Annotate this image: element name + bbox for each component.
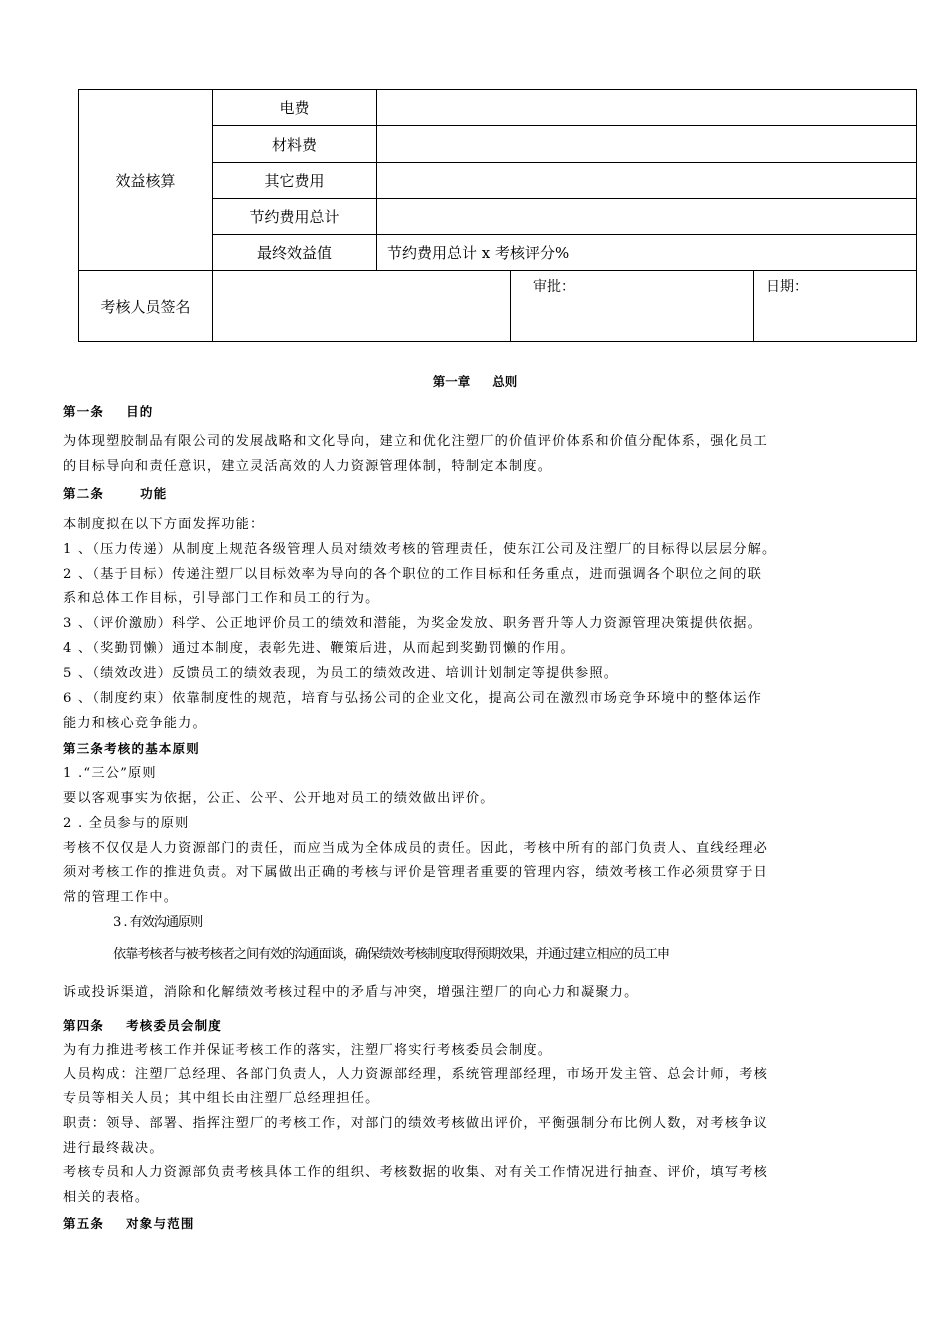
- row-label-text: 电费: [279, 99, 310, 117]
- paragraph-line: 的目标导向和责任意识，建立灵活高效的人力资源管理体制，特制定本制度。: [63, 459, 553, 474]
- chapter-title: [0, 372, 950, 390]
- row-label-final-benefit: [213, 235, 376, 270]
- list-item: 3 、（评价激励）科学、公正地评价员工的绩效和潜能，为奖金发放、职务晋升等人力资源管理决策提供依据。: [63, 616, 762, 631]
- paragraph-line: 本制度拟在以下方面发挥功能：: [63, 517, 265, 532]
- table-border-right: [916, 89, 917, 342]
- table-border-bottom: [78, 341, 917, 342]
- list-item: 6 、（制度约束）依靠制度性的规范，培育与弘扬公司的企业文化，提高公司在激烈市场竞争环境中的整体运作: [63, 691, 762, 706]
- row-value-electricity: [377, 90, 916, 125]
- row-label-materials: [213, 126, 376, 162]
- row-value-other: [377, 163, 916, 198]
- row-value-final-benefit: [377, 235, 916, 270]
- section-label-text: 效益核算: [115, 171, 176, 190]
- paragraph-line: 依靠考核者与被考核者之间有效的沟通面谈，确保绩效考核制度取得预期效果，并通过建立相应的员工申: [113, 947, 670, 962]
- list-item: 1 、（压力传递）从制度上规范各级管理人员对绩效考核的管理责任，使东江公司及注塑厂的目标得以层层分解。: [63, 542, 777, 557]
- row-label-text: 最终效益值: [256, 244, 332, 262]
- paragraph-line: 考核专员和人力资源部负责考核具体工作的组织、考核数据的收集、对有关工作情况进行抽查、评价，填写考核: [63, 1165, 768, 1180]
- paragraph-line: 进行最终裁决。: [63, 1141, 164, 1156]
- date-label: [754, 271, 916, 301]
- article-number: 第一条: [63, 404, 105, 419]
- article5-heading: [63, 1215, 885, 1233]
- row-value-text: 节约费用总计 x 考核评分%: [387, 244, 570, 262]
- paragraph-line: 能力和核心竞争能力。: [63, 716, 207, 731]
- article-number: 第二条: [63, 486, 105, 501]
- paragraph-line: 系和总体工作目标，引导部门工作和员工的行为。: [63, 591, 380, 606]
- signature-label: [79, 271, 212, 341]
- paragraph-line: 考核不仅仅是人力资源部门的责任，而应当成为全体成员的责任。因此，考核中所有的部门负责人、直线经理必: [63, 841, 768, 856]
- paragraph-line: 职责：领导、部署、指挥注塑厂的考核工作，对部门的绩效考核做出评价，平衡强制分布比例人数，对考核争议: [63, 1116, 768, 1131]
- row-label-text: 其它费用: [264, 172, 325, 190]
- article-number: 第四条: [63, 1018, 105, 1033]
- row-label-text: 材料费: [271, 135, 317, 154]
- article-title: 对象与范围: [126, 1216, 195, 1231]
- article4-heading: [63, 1017, 885, 1035]
- principle-title: 2 . 全员参与的原则: [63, 816, 190, 831]
- article2-heading: [63, 485, 885, 503]
- article1-heading: [63, 403, 885, 421]
- paragraph-line: 相关的表格。: [63, 1190, 150, 1205]
- section-label: [79, 90, 212, 270]
- row-label-text: 节约费用总计: [249, 208, 340, 226]
- article-title: 考核委员会制度: [126, 1018, 223, 1033]
- principle-title: 1 .“三公”原则: [63, 766, 157, 781]
- chapter-name: 总则: [492, 374, 518, 389]
- date-label-text: 日期：: [766, 279, 808, 295]
- paragraph-line: 人员构成：注塑厂总经理、各部门负责人，人力资源部经理，系统管理部经理，市场开发主管、总会计师，考核: [63, 1067, 768, 1082]
- list-item: 4 、（奖勤罚懒）通过本制度，表彰先进、鞭策后进，从而起到奖勤罚懒的作用。: [63, 641, 575, 656]
- paragraph-line: 常的管理工作中。: [63, 890, 179, 905]
- article-number: 第五条: [63, 1216, 105, 1231]
- row-label-electricity: [213, 90, 376, 125]
- principle-title: 3 . 有效沟通原则: [113, 915, 203, 930]
- paragraph-line: 须对考核工作的推进负责。对下属做出正确的考核与评价是管理者重要的管理内容，绩效考核工作必须贯穿于日: [63, 865, 768, 880]
- article-title: 功能: [140, 486, 168, 501]
- list-item: 2 、（基于目标）传递注塑厂以目标效率为导向的各个职位的工作目标和任务重点，进而强调各个职位之间的联: [63, 567, 762, 582]
- article3-heading: 第三条考核的基本原则: [63, 741, 201, 756]
- paragraph-line: 诉或投诉渠道，消除和化解绩效考核过程中的矛盾与冲突，增强注塑厂的向心力和凝聚力。: [63, 985, 639, 1000]
- row-value-savings-total: [377, 199, 916, 234]
- list-item: 5 、（绩效改进）反馈员工的绩效表现，为员工的绩效改进、培训计划制定等提供参照。: [63, 666, 619, 681]
- row-label-other: [213, 163, 376, 198]
- chapter-number: 第一章: [432, 374, 471, 389]
- signature-label-text: 考核人员签名: [100, 297, 191, 316]
- approval-label-text: 审批：: [533, 279, 575, 295]
- paragraph-line: 为体现塑胶制品有限公司的发展战略和文化导向，建立和优化注塑厂的价值评价体系和价值分配体系，强化员工: [63, 434, 768, 449]
- article-title: 目的: [126, 404, 154, 419]
- paragraph-line: 为有力推进考核工作并保证考核工作的落实，注塑厂将实行考核委员会制度。: [63, 1043, 553, 1058]
- row-label-savings-total: [213, 199, 376, 234]
- approval-label: [511, 271, 753, 301]
- paragraph-line: 专员等相关人员；其中组长由注塑厂总经理担任。: [63, 1091, 380, 1106]
- paragraph-line: 要以客观事实为依据，公正、公平、公开地对员工的绩效做出评价。: [63, 791, 495, 806]
- row-value-materials: [377, 126, 916, 162]
